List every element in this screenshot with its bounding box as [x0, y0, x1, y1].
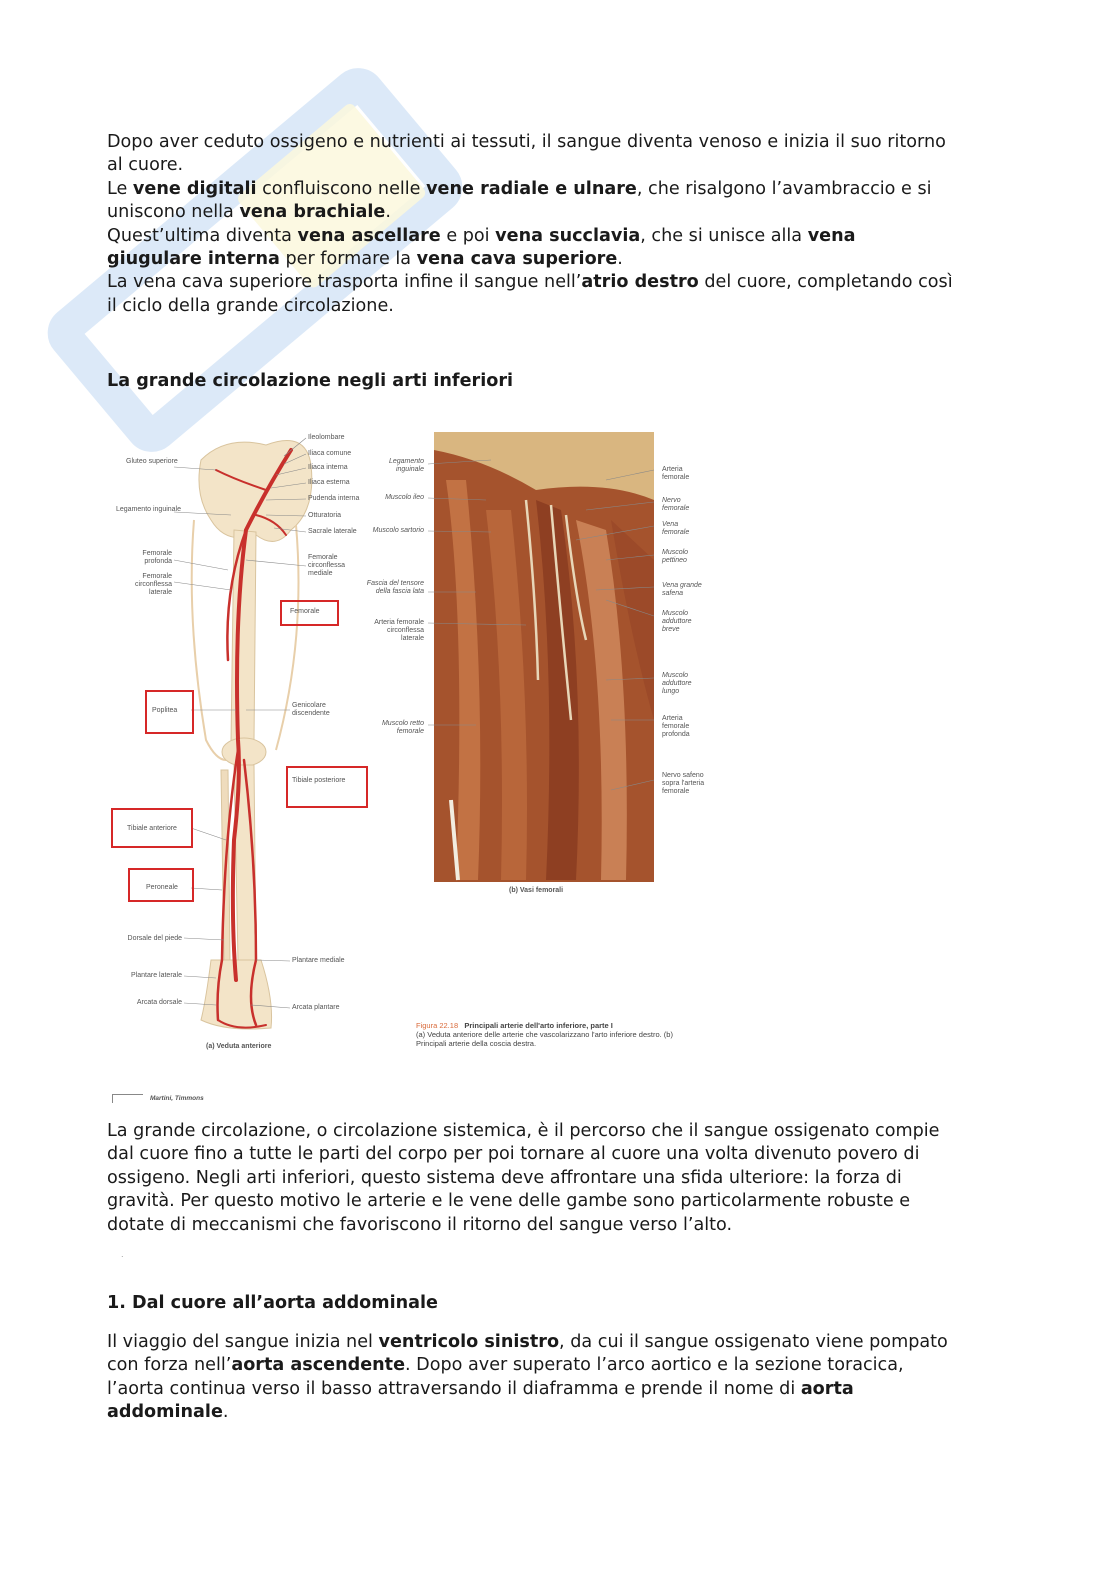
- label-plantare-laterale: Plantare laterale: [131, 972, 182, 979]
- bold-term: vena ascellare: [297, 225, 441, 246]
- paragraph-line: gravità. Per questo motivo le arterie e le vene delle gambe sono particolarmente robuste e: [107, 1191, 911, 1212]
- label-femorale: Femorale: [290, 608, 320, 615]
- bold-term: addominale: [107, 1402, 223, 1423]
- paragraph-line: [107, 225, 1007, 248]
- label-genicolare-discendente: Genicolare discendente: [292, 702, 330, 717]
- text-run: il ciclo della grande circolazione.: [107, 295, 394, 316]
- label-b-muscolo-adduttore-lungo: Muscolo adduttore lungo: [662, 672, 692, 695]
- label-b-vena-grande-safena: Vena grande safena: [662, 582, 702, 597]
- paragraph-line: [107, 295, 1007, 318]
- leg-arteries-illustration: [106, 420, 706, 1060]
- label-b-muscolo-retto-femorale: Muscolo retto femorale: [381, 720, 424, 735]
- section-heading-aorta: 1. Dal cuore all’aorta addominale: [107, 1293, 438, 1313]
- label-b-legamento-inguinale: Legamento inguinale: [388, 458, 424, 473]
- credit-icon: [112, 1094, 143, 1103]
- paragraph-line: [107, 1331, 1007, 1354]
- label-dorsale-del-piede: Dorsale del piede: [127, 935, 182, 942]
- label-plantare-mediale: Plantare mediale: [292, 957, 345, 964]
- panel-b-caption: (b) Vasi femorali: [509, 887, 564, 894]
- figure-title: Principali arterie dell'arto inferiore, parte I: [464, 1021, 613, 1030]
- label-ileolombare: Ileolombare: [308, 434, 345, 441]
- paragraph-line: [107, 248, 1007, 271]
- circulation-paragraph: [107, 1120, 1007, 1237]
- label-tibiale-posteriore: Tibiale posteriore: [292, 777, 346, 784]
- paragraph-line: [107, 1354, 1007, 1377]
- label-b-nervo-femorale: Nervo femorale: [662, 497, 690, 512]
- figure-caption: [416, 1021, 673, 1048]
- text-run: Il viaggio del sangue inizia nel: [107, 1332, 379, 1352]
- text-run: del cuore, completando così: [698, 272, 953, 293]
- paragraph-line: dotate di meccanismi che favoriscono il ritorno del sangue verso l’alto.: [107, 1214, 733, 1235]
- paragraph-line: [107, 271, 1007, 294]
- label-iliaca-interna: Iliaca interna: [308, 464, 348, 471]
- label-gluteo-superiore: Gluteo superiore: [126, 458, 178, 465]
- label-b-muscolo-sartorio: Muscolo sartorio: [372, 527, 424, 534]
- bold-term: aorta: [800, 1378, 854, 1399]
- paragraph-line: [107, 1378, 1007, 1401]
- highlight-box-tibiale-posteriore: [286, 766, 368, 808]
- label-arcata-dorsale: Arcata dorsale: [136, 999, 182, 1006]
- panel-a-caption: (a) Veduta anteriore: [206, 1043, 272, 1050]
- label-iliaca-comune: Iliaca comune: [308, 450, 352, 457]
- bold-term: ventricolo sinistro: [378, 1332, 560, 1352]
- label-arcata-plantare: Arcata plantare: [292, 1004, 340, 1011]
- label-femorale-circonflessa-laterale: Femorale circonflessa laterale: [135, 573, 172, 596]
- label-b-muscolo-ileo: Muscolo ileo: [385, 494, 424, 501]
- paragraph-line: [107, 1401, 1007, 1424]
- text-run: .: [617, 249, 623, 270]
- text-run: .: [385, 202, 391, 223]
- label-b-vena-femorale: Vena femorale: [662, 521, 690, 536]
- bold-term: vena brachiale: [239, 202, 386, 223]
- label-femorale-circonflessa-mediale: Femorale circonflessa mediale: [308, 554, 345, 577]
- label-b-muscolo-adduttore-breve: Muscolo adduttore breve: [662, 610, 692, 633]
- text-run: Quest’ultima diventa: [107, 225, 298, 246]
- label-peroneale: Peroneale: [146, 884, 178, 891]
- text-run: La vena cava superiore trasporta infine il sangue nell’: [107, 272, 582, 293]
- bold-term: vene radiale e ulnare: [426, 178, 637, 199]
- stray-mark: .: [121, 1250, 124, 1259]
- text-run: , che risalgono l’avambraccio e si: [636, 178, 932, 199]
- bold-term: atrio destro: [581, 272, 699, 293]
- label-sacrale-laterale: Sacrale laterale: [308, 528, 357, 535]
- paragraph-line: La grande circolazione, o circolazione sistemica, è il percorso che il sangue ossigenato compie: [107, 1121, 940, 1141]
- label-b-nervo-safeno: Nervo safeno sopra l'arteria femorale: [662, 772, 705, 795]
- bold-term: vene digitali: [132, 178, 257, 199]
- label-poplitea: Poplitea: [152, 707, 178, 714]
- text-run: , che si unisce alla: [640, 225, 808, 246]
- paragraph-line: [107, 131, 1007, 154]
- label-pudenda-interna: Pudenda interna: [308, 495, 360, 502]
- text-run: . Dopo aver superato l’arco aortico e la sezione toracica,: [405, 1355, 904, 1376]
- paragraph-line: [107, 178, 1007, 201]
- text-run: con forza nell’: [107, 1355, 232, 1376]
- label-b-arteria-femorale-circonflessa-laterale: Arteria femorale circonflessa laterale: [374, 619, 424, 642]
- text-run: uniscono nella: [107, 202, 240, 223]
- label-b-fascia-tensore: Fascia del tensore della fascia lata: [366, 580, 424, 595]
- label-b-arteria-femorale: Arteria femorale: [662, 466, 690, 481]
- text-run: confluiscono nelle: [256, 178, 427, 199]
- figure-number: Figura 22.18: [416, 1021, 459, 1030]
- bold-term: vena: [807, 225, 856, 246]
- text-run: l’aorta continua verso il basso attraversando il diaframma e prende il nome di: [107, 1378, 801, 1399]
- text-run: .: [222, 1402, 229, 1423]
- label-b-arteria-femorale-profonda: Arteria femorale profonda: [662, 715, 690, 738]
- text-run: Le: [107, 178, 133, 199]
- paragraph-line: [107, 154, 1007, 177]
- text-run: Dopo aver ceduto ossigeno e nutrienti ai tessuti, il sangue diventa venoso e inizia il suo ritorno: [107, 132, 946, 152]
- paragraph-line: [107, 201, 1007, 224]
- section-heading-lower-limbs: La grande circolazione negli arti inferiori: [107, 371, 514, 391]
- label-iliaca-esterna: Iliaca esterna: [308, 479, 350, 486]
- paragraph-line: ossigeno. Negli arti inferiori, questo sistema deve affrontare una sfida ulteriore: la forza di: [107, 1167, 902, 1188]
- label-b-muscolo-pettineo: Muscolo pettineo: [662, 549, 689, 564]
- text-run: per formare la: [279, 249, 417, 270]
- label-femorale-profonda: Femorale profonda: [142, 550, 172, 565]
- figure-caption-line3: Principali arterie della coscia destra.: [416, 1039, 537, 1048]
- text-run: , da cui il sangue ossigenato viene pompato: [559, 1332, 948, 1352]
- bold-term: vena succlavia: [495, 225, 641, 246]
- bold-term: vena cava superiore: [416, 249, 618, 270]
- figure-credit: Martini, Timmons: [150, 1095, 204, 1102]
- figure-caption-line2: (a) Veduta anteriore delle arterie che vascolarizzano l'arto inferiore destro. (b): [416, 1030, 673, 1039]
- bold-term: aorta ascendente: [231, 1355, 405, 1376]
- text-run: e poi: [440, 225, 496, 246]
- aorta-paragraph: [107, 1331, 1007, 1425]
- label-tibiale-anteriore: Tibiale anteriore: [127, 825, 177, 832]
- paragraph-line: dal cuore fino a tutte le parti del corpo per poi tornare al cuore una volta divenuto povero di: [107, 1144, 920, 1165]
- label-otturatoria: Otturatoria: [308, 512, 342, 519]
- bold-term: giugulare interna: [107, 249, 280, 270]
- label-legamento-inguinale: Legamento inguinale: [116, 506, 181, 513]
- text-run: al cuore.: [107, 155, 184, 176]
- intro-paragraph: [107, 131, 1007, 318]
- anatomy-figure: [106, 420, 706, 1060]
